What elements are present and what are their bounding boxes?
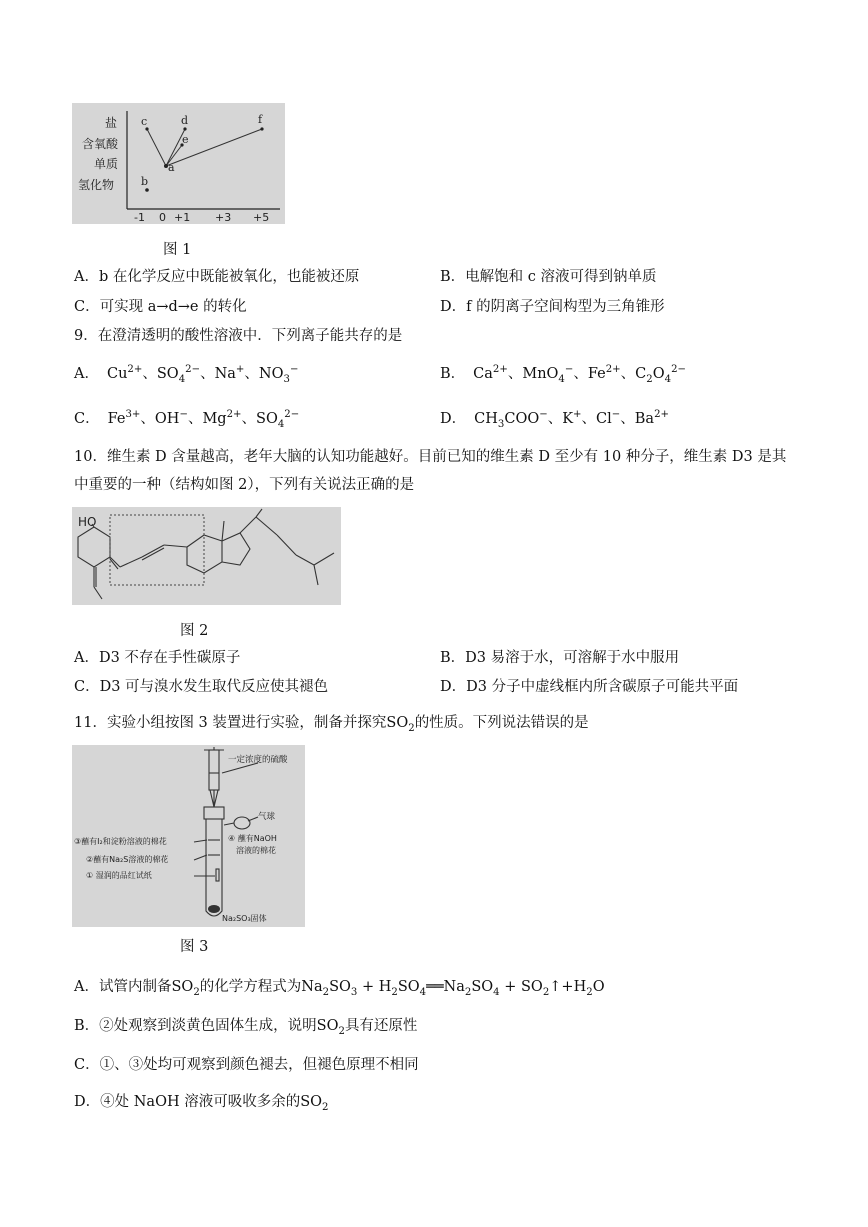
figure-1	[72, 103, 285, 224]
q9-a-label: A．	[74, 366, 99, 382]
fig1-point-b: b	[141, 175, 149, 188]
q9-option-c: C． $Fe^{3+}$、OH−、$Mg^{2+}$、$SO_4^{2-}$	[74, 409, 300, 430]
q9-d-label: D．	[440, 411, 467, 427]
fig3-label-solid: Na₂SO₃固体	[222, 914, 267, 923]
q11-stem-part1: 11．实验小组按图 3 装置进行实验，制备并探究	[74, 715, 387, 731]
q11-b-part1: B．②处观察到淡黄色固体生成，说明	[74, 1018, 317, 1034]
figure-3	[72, 745, 305, 927]
figure-2-caption: 图 2	[180, 623, 209, 639]
q9-b-ion4: C	[635, 366, 647, 382]
q10-option-d: D．D3 分子中虚线框内所含碳原子可能共平面	[440, 679, 739, 695]
q9-b-ion2: MnO	[522, 366, 559, 382]
q9-c-ion2: OH	[154, 411, 180, 427]
q9-a-ion4: NO	[258, 366, 284, 382]
q10-option-b: B．D3 易溶于水，可溶解于水中服用	[440, 650, 680, 666]
q10-option-a: A．D3 不存在手性碳原子	[74, 650, 241, 666]
q9-a-ion3: Na	[214, 366, 236, 382]
q9-b-label: B．	[440, 366, 466, 382]
fig1-point-d: d	[181, 114, 189, 127]
q11-option-c: C．①、③处均可观察到颜色褪去，但褪色原理不相同	[74, 1057, 419, 1073]
q9-option-a: A． $Cu^{2+}$、$SO_4^{2-}$、Na+、$NO_3^-$	[74, 364, 299, 385]
q8-option-a: A．b 在化学反应中既能被氧化，也能被还原	[74, 269, 360, 285]
q8-option-b: B．电解饱和 c 溶液可得到钠单质	[440, 269, 657, 285]
q11-b-part2: 具有还原性	[344, 1018, 418, 1034]
fig1-xtick: +1	[174, 211, 191, 224]
fig1-xtick: +5	[253, 211, 270, 224]
q9-d-ion4: Ba	[634, 411, 655, 427]
q9-c-ion1: Fe	[107, 411, 126, 427]
figure-2-structure	[72, 507, 341, 605]
fig1-ylabel-salt: 盐	[105, 116, 118, 130]
fig3-label-balloon: 气球	[258, 812, 276, 822]
fig1-point-f: f	[258, 113, 263, 126]
fig1-xtick: +3	[215, 211, 232, 224]
q9-c-ion3: Mg	[202, 411, 227, 427]
fig1-point-e: e	[182, 133, 189, 146]
figure-1-caption: 图 1	[163, 242, 192, 258]
fig3-label-4a: ④ 蘸有NaOH	[228, 834, 277, 843]
fig2-ho-label: HO	[78, 515, 97, 529]
q9-b-ion1: Ca	[473, 366, 493, 382]
figure-2	[72, 507, 341, 605]
q9-d-ion2: K	[562, 411, 574, 427]
q10-stem-line1: 10．维生素 D 含量越高，老年大脑的认知功能越好。目前已知的维生素 D 至少有 10 种分子，维生素 D3 是其	[74, 449, 787, 465]
q9-c-ion4: SO	[256, 411, 278, 427]
q9-option-b: B． $Ca^{2+}$、MnO$_4$−、$Fe^{2+}$、$C_2O_4^{2-}$	[440, 364, 686, 385]
fig1-ylabel-element: 单质	[94, 157, 119, 171]
fig3-label-3: ③蘸有I₂和淀粉溶液的棉花	[74, 837, 167, 846]
figure-3-caption: 图 3	[180, 939, 209, 955]
q11-a-part2: 的化学方程式为	[199, 979, 302, 995]
q8-option-d: D．f 的阴离子空间构型为三角锥形	[440, 299, 665, 315]
q11-option-b: B．②处观察到淡黄色固体生成，说明$SO_2$具有还原性	[74, 1018, 418, 1037]
fig1-xtick: 0	[159, 211, 166, 224]
q11-stem: 11．实验小组按图 3 装置进行实验，制备并探究$SO_2$的性质。下列说法错误的是	[74, 715, 589, 734]
fig1-ylabel-hydride: 氢化物	[78, 178, 115, 192]
fig3-label-4b: 溶液的棉花	[236, 846, 276, 855]
fig3-label-2: ②蘸有Na₂S溶液的棉花	[86, 855, 169, 864]
q9-a-ion1: Cu	[106, 366, 128, 382]
fig1-xtick: -1	[134, 211, 145, 224]
q11-stem-part2: 的性质。下列说法错误的是	[414, 715, 589, 731]
q11-option-a: A．试管内制备$SO_2$的化学方程式为$Na_2SO_3$ + $H_2SO_4══Na_2SO_4$ + $SO_2↑+H_2O$	[74, 979, 605, 998]
q8-option-c: C．可实现 a→d→e 的转化	[74, 299, 247, 315]
figure-1-chart	[72, 103, 285, 224]
q9-c-label: C．	[74, 411, 100, 427]
fig1-point-a: a	[168, 161, 175, 174]
q9-b-ion3: Fe	[587, 366, 606, 382]
q9-a-ion2: SO	[156, 366, 179, 382]
q10-option-c: C．D3 可与溴水发生取代反应使其褪色	[74, 679, 329, 695]
q11-option-d: D．④处 NaOH 溶液可吸收多余的$SO_2$	[74, 1094, 329, 1113]
fig3-label-1: ① 湿润的品红试纸	[86, 871, 152, 880]
fig1-ylabel-oxyacid: 含氧酸	[82, 137, 119, 151]
fig3-label-acid: 一定浓度的硫酸	[228, 755, 288, 765]
q11-d-part1: D．④处 NaOH 溶液可吸收多余的	[74, 1094, 301, 1110]
q9-option-d: D． $CH_3COO^-$、K+、Cl−、$Ba^{2+}$	[440, 409, 669, 430]
q9-stem: 9．在澄清透明的酸性溶液中．下列离子能共存的是	[74, 328, 403, 344]
figure-3-apparatus	[72, 745, 305, 927]
q9-d-ion1: CH	[474, 411, 498, 427]
q11-a-part1: A．试管内制备	[74, 979, 172, 995]
q9-d-ion3: Cl	[596, 411, 612, 427]
q10-stem-line2: 中重要的一种（结构如图 2），下列有关说法正确的是	[74, 477, 415, 493]
fig1-point-c: c	[141, 115, 148, 128]
